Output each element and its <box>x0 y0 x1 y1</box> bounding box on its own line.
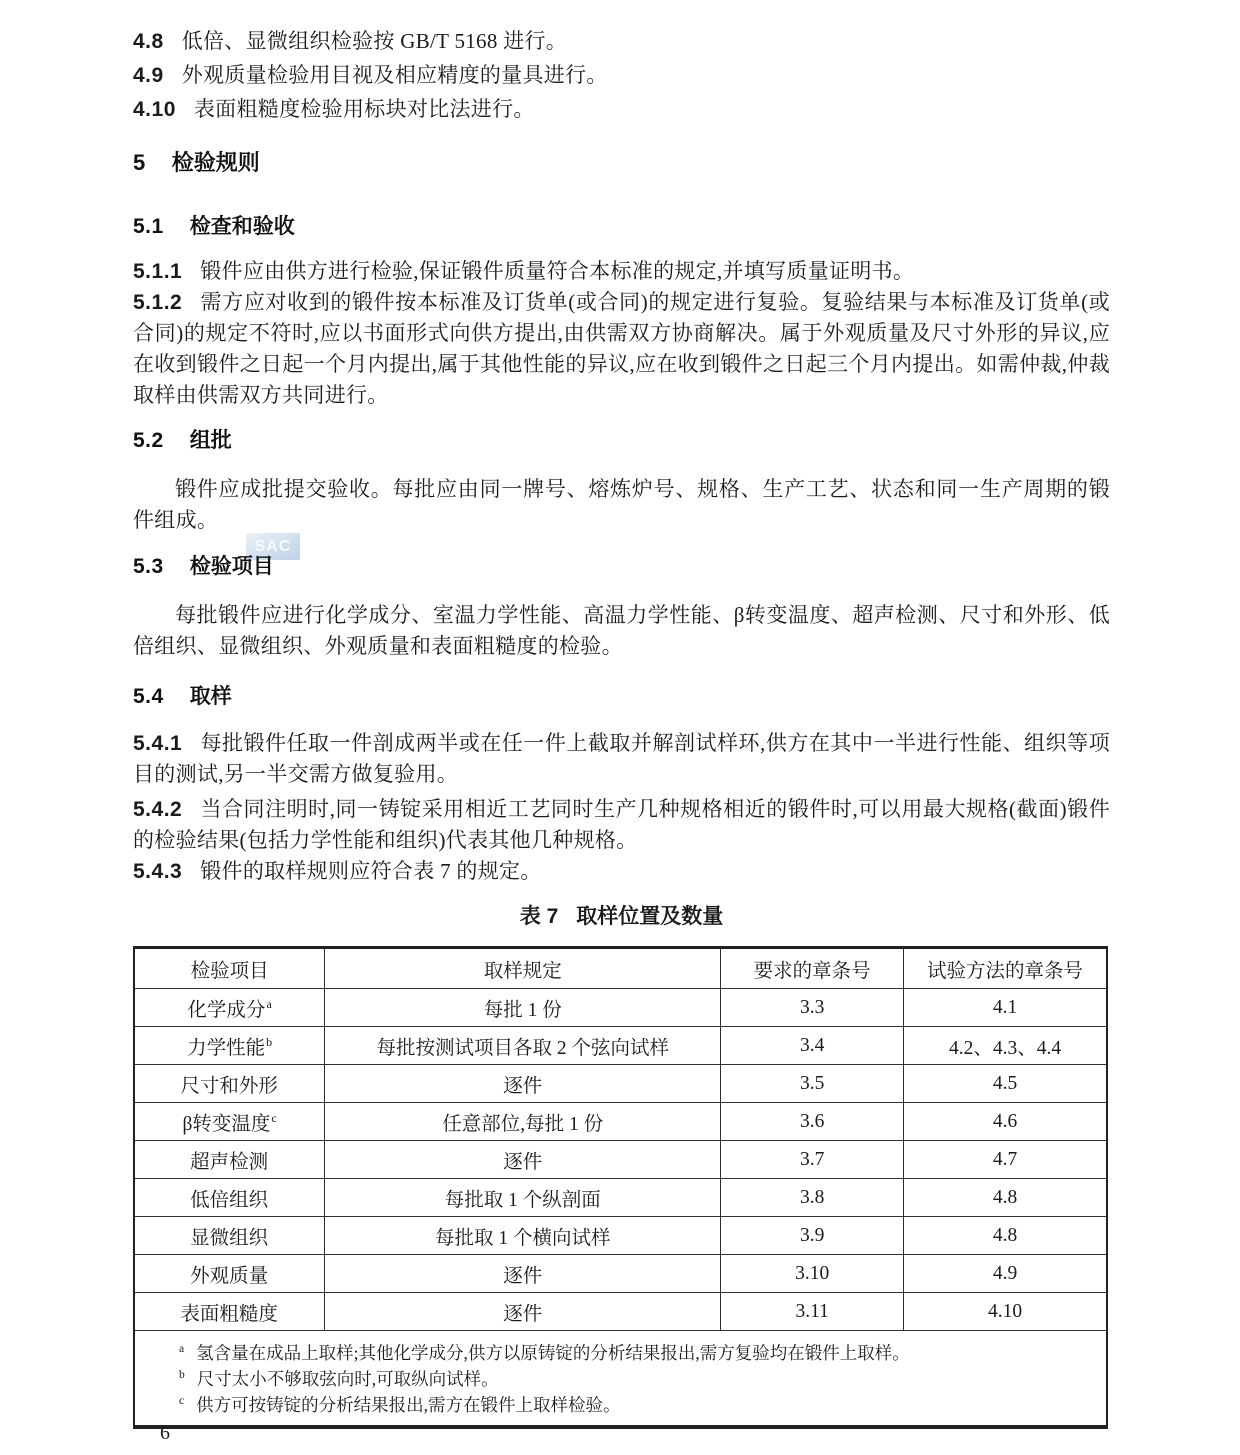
cell-rule: 每批取 1 个纵剖面 <box>325 1179 721 1217</box>
table-row <box>134 1217 1107 1255</box>
cell-rule: 逐件 <box>325 1141 721 1179</box>
heading-number: 5.3 <box>133 555 164 578</box>
clause-5.4.3 <box>133 856 1110 887</box>
section-heading-5.4 <box>133 684 1110 710</box>
cell-item: 化学成分 <box>187 999 266 1021</box>
table-title: 取样位置及数量 <box>576 905 724 928</box>
clause-5.1.2 <box>133 287 1110 411</box>
cell-item: 表面粗糙度 <box>180 1303 278 1325</box>
cell-rule: 每批按测试项目各取 2 个弦向试样 <box>325 1027 721 1065</box>
cell-item: 超声检测 <box>190 1151 269 1173</box>
paragraph-text: 锻件应成批提交验收。每批应由同一牌号、熔炼炉号、规格、生产工艺、状态和同一生产周期的锻件组成。 <box>133 477 1110 532</box>
footnote-text: 尺寸太小不够取弦向时,可取纵向试样。 <box>196 1369 499 1389</box>
clause-text: 当合同注明时,同一铸锭采用相近工艺同时生产几种规格相近的锻件时,可以用最大规格(截面)锻件的检验结果(包括力学性能和组织)代表其他几种规格。 <box>133 797 1110 852</box>
cell-method: 4.6 <box>904 1103 1107 1141</box>
table-caption <box>133 900 1110 930</box>
cell-item: 外观质量 <box>190 1265 269 1287</box>
cell-rule: 逐件 <box>325 1293 721 1331</box>
cell-req: 3.5 <box>721 1065 904 1103</box>
clause-text: 锻件应由供方进行检验,保证锻件质量符合本标准的规定,并填写质量证明书。 <box>200 259 915 283</box>
cell-method: 4.7 <box>904 1141 1107 1179</box>
clause-text: 表面粗糙度检验用标块对比法进行。 <box>193 97 535 121</box>
cell-item: 力学性能 <box>187 1037 266 1059</box>
heading-number: 5 <box>133 150 146 175</box>
cell-rule: 每批取 1 个横向试样 <box>325 1217 721 1255</box>
cell-item: 低倍组织 <box>190 1189 269 1211</box>
cell-req: 3.11 <box>721 1293 904 1331</box>
clause-number: 5.4.2 <box>133 798 183 821</box>
footnote-ref: b <box>266 1035 273 1049</box>
cell-method: 4.1 <box>904 989 1107 1027</box>
footnote-ref: a <box>266 997 272 1011</box>
footnote-a <box>179 1340 1086 1366</box>
paragraph-5.3 <box>133 600 1110 662</box>
clause-text: 锻件的取样规则应符合表 7 的规定。 <box>200 859 542 883</box>
table-label: 表 7 <box>519 905 559 928</box>
clause-number: 5.1.2 <box>133 291 183 314</box>
heading-title: 检查和验收 <box>189 215 295 238</box>
clause-number: 5.4.3 <box>133 860 183 883</box>
clause-text: 每批锻件任取一件剖成两半或在任一件上截取并解剖试样环,供方在其中一半进行性能、组织等项目的测试,另一半交需方做复验用。 <box>133 731 1110 786</box>
heading-title: 组批 <box>189 429 232 452</box>
cell-rule: 任意部位,每批 1 份 <box>325 1103 721 1141</box>
cell-method: 4.2、4.3、4.4 <box>904 1027 1107 1065</box>
cell-req: 3.6 <box>721 1103 904 1141</box>
table-row <box>134 1255 1107 1293</box>
column-header-item: 检验项目 <box>134 948 325 989</box>
footnote-text: 氢含量在成品上取样;其他化学成分,供方以原铸锭的分析结果报出,需方复验均在锻件上取样。 <box>196 1343 910 1363</box>
section-heading-5.3 <box>133 554 1110 580</box>
footnote-marker: b <box>179 1369 185 1382</box>
cell-rule: 每批 1 份 <box>325 989 721 1027</box>
footnote-marker: a <box>179 1343 185 1356</box>
cell-method: 4.8 <box>904 1217 1107 1255</box>
sac-watermark: SAC <box>246 533 300 560</box>
clause-number: 5.4.1 <box>133 732 183 755</box>
cell-method: 4.9 <box>904 1255 1107 1293</box>
clause-5.4.1 <box>133 728 1110 790</box>
clause-number: 4.9 <box>133 64 164 87</box>
cell-req: 3.4 <box>721 1027 904 1065</box>
cell-method: 4.5 <box>904 1065 1107 1103</box>
cell-method: 4.10 <box>904 1293 1107 1331</box>
table-row <box>134 1103 1107 1141</box>
paragraph-text: 每批锻件应进行化学成分、室温力学性能、高温力学性能、β转变温度、超声检测、尺寸和外形、低倍组织、显微组织、外观质量和表面粗糙度的检验。 <box>133 603 1110 658</box>
clause-4.8 <box>133 26 1110 57</box>
cell-rule: 逐件 <box>325 1255 721 1293</box>
clause-text: 低倍、显微组织检验按 GB/T 5168 进行。 <box>181 29 568 53</box>
clause-4.9 <box>133 60 1110 91</box>
table-footnotes-row <box>134 1331 1107 1428</box>
clause-text: 外观质量检验用目视及相应精度的量具进行。 <box>181 63 608 87</box>
heading-number: 5.1 <box>133 215 164 238</box>
clause-number: 5.1.1 <box>133 260 183 283</box>
table-7-sampling <box>133 946 1108 1429</box>
footnote-ref: c <box>271 1111 277 1125</box>
page-number: 6 <box>160 1422 170 1444</box>
table-row <box>134 1027 1107 1065</box>
cell-item: 尺寸和外形 <box>180 1075 278 1097</box>
heading-number: 5.4 <box>133 685 164 708</box>
clause-number: 4.10 <box>133 98 176 121</box>
heading-number: 5.2 <box>133 429 164 452</box>
clause-4.10 <box>133 94 1110 125</box>
heading-title: 检验项目 <box>189 555 274 578</box>
column-header-req: 要求的章条号 <box>721 948 904 989</box>
cell-item: 显微组织 <box>190 1227 269 1249</box>
clause-5.1.1 <box>133 256 1110 287</box>
clause-text: 需方应对收到的锻件按本标准及订货单(或合同)的规定进行复验。复验结果与本标准及订货单(或合同)的规定不符时,应以书面形式向供方提出,由供需双方协商解决。属于外观质量及尺寸外形的异议,应在收到锻件之日起一个月内提出,属于其他性能的异议,应在收到锻件之日起三个月内提出。如需仲裁,仲裁取样由供需双方共同进行。 <box>133 290 1110 407</box>
table-row <box>134 1179 1107 1217</box>
footnote-marker: c <box>179 1395 185 1408</box>
cell-req: 3.3 <box>721 989 904 1027</box>
cell-req: 3.8 <box>721 1179 904 1217</box>
cell-method: 4.8 <box>904 1179 1107 1217</box>
table-row <box>134 989 1107 1027</box>
cell-req: 3.9 <box>721 1217 904 1255</box>
section-heading-5.1 <box>133 214 1110 240</box>
cell-item: β转变温度 <box>182 1113 271 1135</box>
heading-title: 检验规则 <box>171 150 260 175</box>
heading-title: 取样 <box>189 685 232 708</box>
cell-req: 3.10 <box>721 1255 904 1293</box>
section-heading-5.2 <box>133 428 1110 454</box>
column-header-rule: 取样规定 <box>325 948 721 989</box>
paragraph-5.2 <box>133 474 1110 536</box>
clause-5.4.2 <box>133 794 1110 856</box>
column-header-method: 试验方法的章条号 <box>904 948 1107 989</box>
cell-rule: 逐件 <box>325 1065 721 1103</box>
clause-number: 4.8 <box>133 30 164 53</box>
cell-req: 3.7 <box>721 1141 904 1179</box>
section-heading-5 <box>133 150 1110 176</box>
table-footnotes <box>134 1331 1107 1428</box>
table-row <box>134 1065 1107 1103</box>
table-row <box>134 1293 1107 1331</box>
footnote-b <box>179 1366 1086 1392</box>
table-header-row <box>134 948 1107 989</box>
table-row <box>134 1141 1107 1179</box>
footnote-text: 供方可按铸锭的分析结果报出,需方在锻件上取样检验。 <box>196 1395 621 1415</box>
footnote-c <box>179 1392 1086 1418</box>
